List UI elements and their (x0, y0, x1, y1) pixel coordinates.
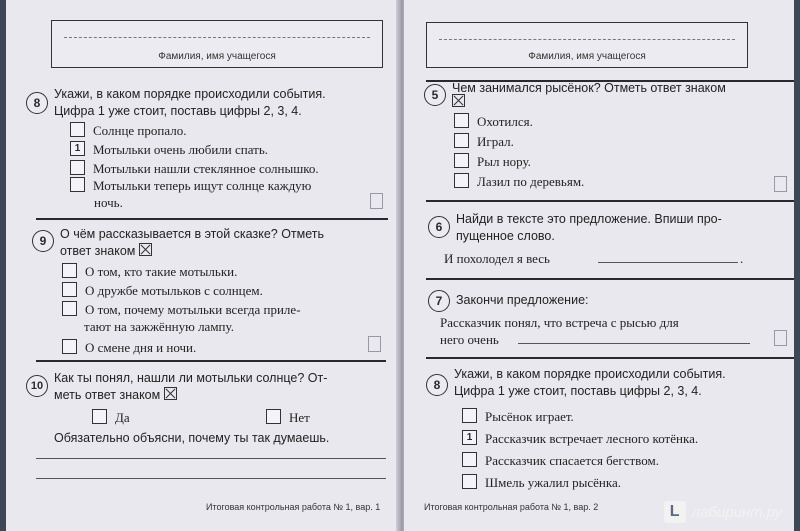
answer-line-2[interactable] (36, 478, 386, 479)
right-q5-option-1[interactable] (454, 113, 533, 130)
question-6-sentence: И похолодел я весь (444, 251, 550, 266)
divider (36, 360, 386, 362)
question-10-text-line1: Как ты понял, нашли ли мотыльки солнце? От- (54, 371, 328, 385)
yes-option[interactable] (92, 409, 130, 426)
checkbox[interactable]: 1 (462, 430, 477, 445)
right-q8-option-4[interactable] (462, 474, 621, 491)
right-q8-option-1[interactable] (462, 408, 574, 425)
score-box[interactable] (368, 336, 381, 352)
question-6-text-line1: Найди в тексте это предложение. Впиши про- (456, 212, 722, 226)
option-text: Рассказчик спасается бегством. (485, 453, 659, 468)
sentence-period: . (740, 251, 744, 266)
checkbox[interactable] (62, 301, 77, 316)
checkbox[interactable] (454, 153, 469, 168)
checkbox[interactable] (92, 409, 107, 424)
question-6-text-line2: пущенное слово. (456, 229, 555, 243)
question-8-text-line1: Укажи, в каком порядке происходили события. (54, 87, 326, 101)
left-q9-option-3-cont: тают на зажжённую лампу. (84, 319, 234, 334)
option-text: Играл. (477, 134, 514, 149)
x-mark-icon (164, 387, 177, 400)
checkbox[interactable] (70, 177, 85, 192)
checkbox[interactable] (266, 409, 281, 424)
question-10-text-line2 (54, 387, 177, 404)
left-q9-option-4[interactable] (62, 339, 196, 356)
name-line (439, 39, 735, 40)
question-8-text-line2: Цифра 1 уже стоит, поставь цифры 2, 3, 4. (54, 104, 302, 118)
right-page (404, 0, 794, 531)
x-mark-icon (452, 94, 465, 107)
left-q9-option-3[interactable] (62, 301, 301, 318)
left-q8-option-4-cont: ночь. (94, 195, 123, 210)
checkbox[interactable] (454, 113, 469, 128)
option-text: Шмель ужалил рысёнка. (485, 475, 622, 490)
checkbox[interactable] (70, 160, 85, 175)
score-box[interactable] (774, 330, 787, 346)
option-text: Рассказчик встречает лесного котёнка. (485, 431, 699, 446)
question-7-text: Закончи предложение: (456, 293, 589, 307)
option-text: Мотыльки очень любили спать. (93, 142, 269, 157)
left-page (6, 0, 400, 531)
checkbox[interactable] (454, 173, 469, 188)
logo-text: лабиринт.ру (691, 503, 782, 521)
score-box[interactable] (774, 176, 787, 192)
right-footer: Итоговая контрольная работа № 1, вар. 2 (424, 502, 599, 512)
right-q5-option-4[interactable] (454, 173, 584, 190)
question-8-text-line1: Укажи, в каком порядке происходили события. (454, 367, 726, 381)
checkbox[interactable] (462, 452, 477, 467)
question-8-text-line2: Цифра 1 уже стоит, поставь цифры 2, 3, 4. (454, 384, 702, 398)
left-q9-option-2[interactable] (62, 282, 263, 299)
score-box[interactable] (370, 193, 383, 209)
x-mark-icon (139, 243, 152, 256)
option-text: Охотился. (477, 114, 533, 129)
name-caption: Фамилия, имя учащегося (528, 51, 646, 62)
option-text: Рысёнок играет. (485, 409, 574, 424)
question-number-6: 6 (428, 216, 450, 238)
divider (426, 200, 794, 202)
option-text: О том, почему мотыльки всегда прилe- (85, 302, 301, 317)
name-line (64, 37, 370, 38)
left-q8-option-1[interactable] (70, 122, 186, 139)
question-number-10: 10 (26, 375, 48, 397)
name-caption: Фамилия, имя учащегося (158, 51, 276, 62)
option-text: Солнце пропало. (93, 123, 187, 138)
option-text: О смене дня и ночи. (85, 340, 197, 355)
option-text: О том, кто такие мотыльки. (85, 264, 238, 279)
logo-mark-icon: L (664, 501, 686, 523)
answer-line-1[interactable] (36, 458, 386, 459)
option-text: Рыл нору. (477, 154, 531, 169)
checkbox[interactable] (62, 339, 77, 354)
question-number-7: 7 (428, 290, 450, 312)
no-option[interactable] (266, 409, 310, 426)
divider (426, 278, 794, 280)
question-number-8: 8 (426, 374, 448, 396)
question-7-line2: него очень (440, 332, 499, 347)
completion-line[interactable] (518, 343, 750, 344)
question-9-text-line1: О чём рассказывается в этой сказке? Отметь (60, 227, 325, 241)
question-5-mark (452, 94, 465, 111)
checkbox[interactable] (62, 282, 77, 297)
question-5-text: Чем занимался рысёнок? Отметь ответ знаком (452, 81, 726, 95)
checkbox[interactable] (462, 408, 477, 423)
question-10-explain: Обязательно объясни, почему ты так думаешь. (54, 431, 330, 445)
divider (36, 218, 388, 220)
yes-label: Да (115, 410, 130, 425)
checkbox[interactable] (70, 122, 85, 137)
question-9-text-line2-label: ответ знаком (60, 244, 136, 258)
question-7-line1: Рассказчик понял, что встреча с рысью для (440, 315, 679, 330)
checkbox[interactable] (62, 263, 77, 278)
right-q8-option-2[interactable] (462, 430, 698, 447)
option-text: Лазил по деревьям. (477, 174, 585, 189)
left-q9-option-1[interactable] (62, 263, 237, 280)
question-9-text-line2 (60, 243, 152, 260)
student-name-box[interactable] (51, 20, 383, 68)
missing-word-line[interactable] (598, 262, 738, 263)
left-q8-option-2[interactable] (70, 141, 268, 158)
question-number-8: 8 (26, 92, 48, 114)
option-text: О дружбе мотыльков с солнцем. (85, 283, 263, 298)
checkbox[interactable] (462, 474, 477, 489)
question-number-5: 5 (424, 84, 446, 106)
checkbox[interactable]: 1 (70, 141, 85, 156)
divider (426, 357, 794, 359)
option-text: Мотыльки теперь ищут солнце каждую (93, 178, 312, 193)
question-10-text-line2-label: меть ответ знаком (54, 388, 161, 402)
left-q8-option-4[interactable] (70, 177, 311, 194)
left-footer: Итоговая контрольная работа № 1, вар. 1 (206, 502, 381, 512)
student-name-box[interactable] (426, 22, 748, 68)
right-q5-option-2[interactable] (454, 133, 514, 150)
left-q8-option-3[interactable] (70, 160, 319, 177)
right-q8-option-3[interactable] (462, 452, 659, 469)
right-q5-option-3[interactable] (454, 153, 531, 170)
question-number-9: 9 (32, 230, 54, 252)
option-text: Мотыльки нашли стеклянное солнышко. (93, 161, 319, 176)
labirint-logo (664, 501, 782, 523)
no-label: Нет (289, 410, 310, 425)
checkbox[interactable] (454, 133, 469, 148)
